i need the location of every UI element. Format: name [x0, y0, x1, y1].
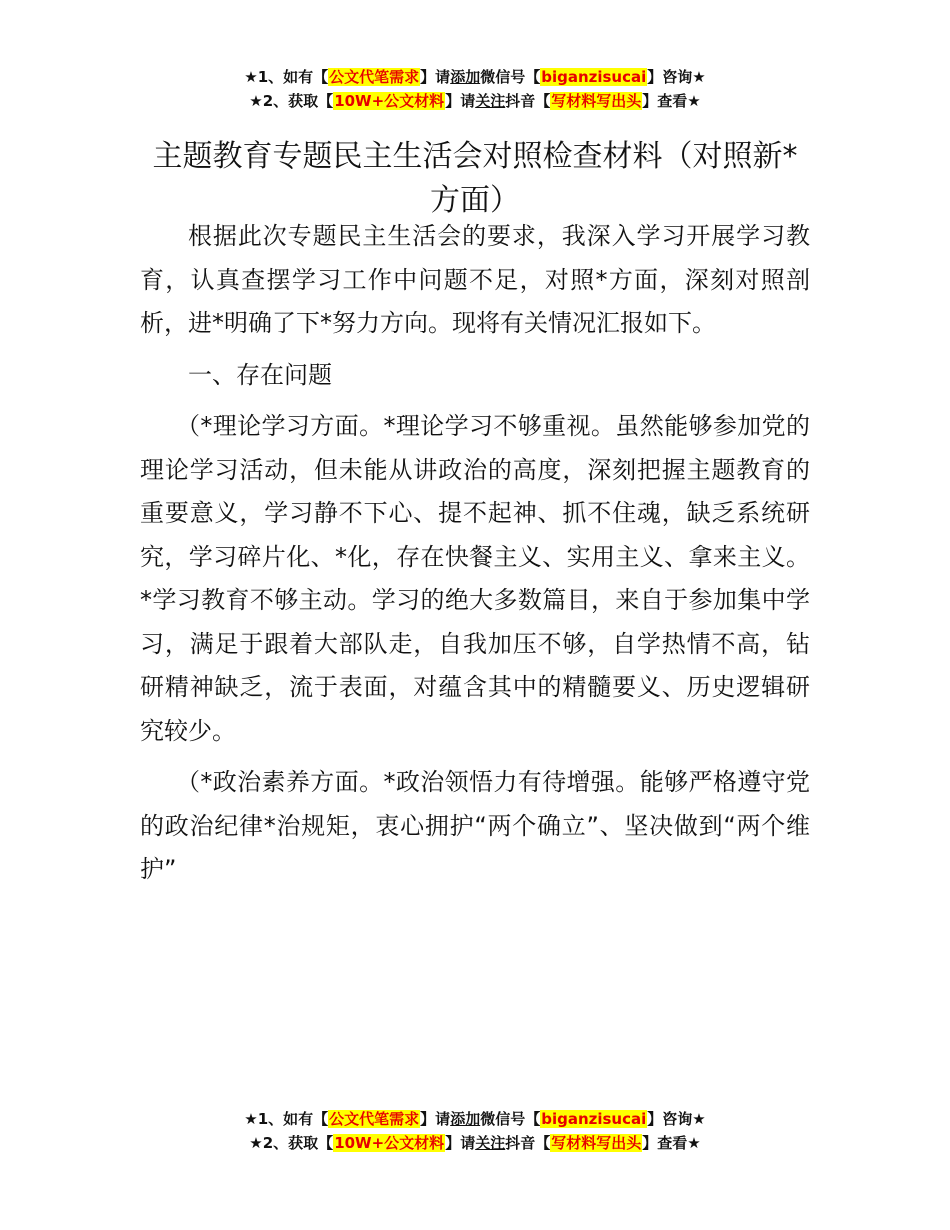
banner-emphasis: 添加: [450, 1110, 481, 1128]
banner-douyin-id: 写材料写出头: [551, 92, 642, 110]
banner-text: 】咨询★: [647, 1110, 706, 1128]
banner-highlight: 公文代笔需求: [329, 1110, 420, 1128]
document-body: [140, 215, 810, 900]
banner-text: ★1、如有【: [244, 68, 329, 86]
banner-text: 微信号【: [480, 1110, 541, 1128]
banner-highlight: 10W+公文材料: [334, 92, 445, 110]
banner-line-2: [0, 89, 950, 113]
banner-text: 抖音【: [505, 92, 551, 110]
banner-text: 】查看★: [642, 92, 701, 110]
footer-line-1: [0, 1107, 950, 1131]
banner-wechat-id: biganzisucai: [541, 68, 647, 86]
banner-emphasis: 关注: [475, 1134, 506, 1152]
banner-text: 抖音【: [505, 1134, 551, 1152]
intro-paragraph: 根据此次专题民主生活会的要求，我深入学习开展学习教育，认真查摆学习工作中问题不足，对照*方面，深刻对照剖析，进*明确了下*努力方向。现将有关情况汇报如下。: [140, 222, 810, 337]
theory-study-paragraph: （*理论学习方面。*理论学习不够重视。虽然能够参加党的理论学习活动，但未能从讲政治的高度，深刻把握主题教育的重要意义，学习静不下心、提不起神、抓不住魂，缺乏系统研究，学习碎片化、*化，存在快餐主义、实用主义、拿来主义。*学习教育不够主动。学习的绝大多数篇目，来自于参加集中学习，满足于跟着大部队走，自我加压不够，自学热情不高，钻研精神缺乏，流于表面，对蕴含其中的精髓要义、历史逻辑研究较少。: [140, 412, 810, 745]
banner-highlight: 10W+公文材料: [334, 1134, 445, 1152]
banner-text: ★2、获取【: [249, 1134, 334, 1152]
banner-text: 】查看★: [642, 1134, 701, 1152]
banner-text: 】咨询★: [647, 68, 706, 86]
banner-emphasis: 关注: [475, 92, 506, 110]
banner-text: ★1、如有【: [244, 1110, 329, 1128]
footer-banner: [0, 1107, 950, 1155]
banner-text: ★2、获取【: [249, 92, 334, 110]
banner-text: 】请: [420, 1110, 451, 1128]
footer-line-2: [0, 1131, 950, 1155]
banner-line-1: [0, 65, 950, 89]
header-banner: [0, 65, 950, 113]
banner-text: 】请: [445, 1134, 476, 1152]
banner-highlight: 公文代笔需求: [329, 68, 420, 86]
banner-text: 】请: [445, 92, 476, 110]
political-literacy-paragraph: （*政治素养方面。*政治领悟力有待增强。能够严格遵守党的政治纪律*治规矩，衷心拥护“两个确立”、坚决做到“两个维护”: [140, 768, 810, 883]
document-title: 主题教育专题民主生活会对照检查材料（对照新*方面）: [152, 139, 798, 219]
banner-douyin-id: 写材料写出头: [551, 1134, 642, 1152]
banner-wechat-id: biganzisucai: [541, 1110, 647, 1128]
banner-emphasis: 添加: [450, 68, 481, 86]
section-heading: 一、存在问题: [188, 360, 332, 389]
banner-text: 微信号【: [480, 68, 541, 86]
banner-text: 】请: [420, 68, 451, 86]
